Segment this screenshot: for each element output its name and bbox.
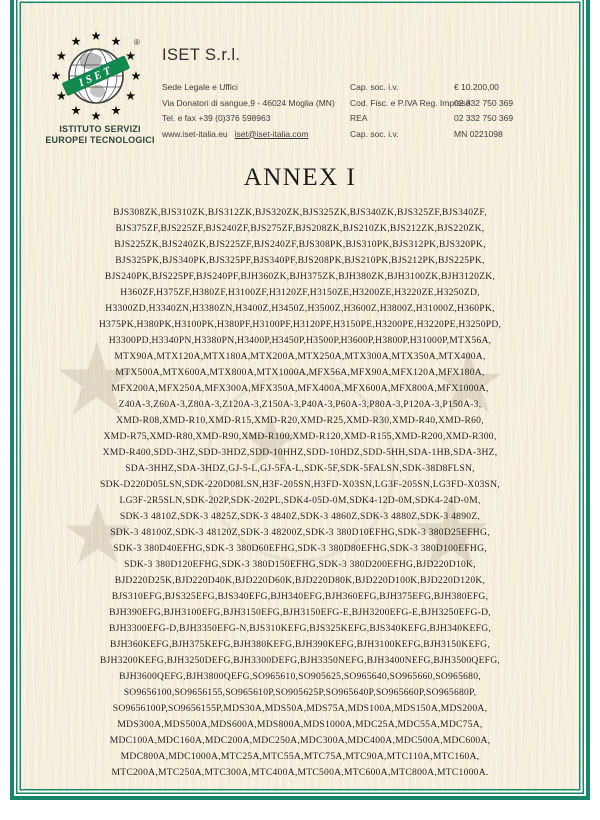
- registry-label: Cod. Fisc. e P.IVA Reg. Imprese: [350, 97, 471, 108]
- iset-globe-logo-icon: [46, 28, 146, 128]
- email-link[interactable]: iset@iset-italia.com: [234, 128, 309, 139]
- product-code-line: MDC100A,MDC160A,MDC200A,MDC250A,MDC300A,MDC400A,MDC500A,MDC600A,: [109, 735, 491, 746]
- registry-label: Cap. soc. i.v.: [350, 128, 399, 139]
- registry-block: [350, 80, 513, 142]
- registry-row: [350, 96, 513, 112]
- product-code-line: LG3F-2R5SLN,SDK-202P,SDK-202PL,SDK4-05D-0M,SDK4-12D-0M,SDK4-24D-0M,: [119, 495, 481, 506]
- product-code-line: BJH360KEFG,BJH375KEFG,BJH380KEFG,BJH390KEFG,BJH3100KEFG,BJH3150KEFG,: [109, 639, 490, 650]
- contact-web-line: [162, 127, 335, 143]
- product-code-line: BJS325PK,BJS340PK,BJS325PF,BJS340PF,BJS208PK,BJS210PK,BJS212PK,BJS225PK,: [115, 255, 485, 266]
- star-watermark-icon: ★: [60, 487, 136, 581]
- product-code-line: BJS225ZK,BJS240ZK,BJS225ZF,BJS240ZF,BJS308PK,BJS310PK,BJS312PK,BJS320PK,: [114, 239, 486, 250]
- product-code-line: MDC800A,MDC1000A,MTC25A,MTC55A,MTC75A,MTC90A,MTC110A,MTC160A,: [120, 751, 480, 762]
- product-code-line: BJH3200KEFG,BJH3250DEFG,BJH3300DEFG,BJH3350NEFG,BJH3400NEFG,BJH3500QEFG,: [99, 655, 501, 666]
- logo-ribbon-text: ISET: [77, 63, 116, 90]
- registry-row: [350, 111, 513, 127]
- product-code-line: SDK-D220D05LSN,SDK-220D08LSN,H3F-205SN,H3FD-X03SN,LG3F-205SN,LG3FD-X03SN,: [100, 479, 500, 490]
- registry-row: [350, 80, 513, 96]
- product-code-line: BJH3600QEFG,BJH3800QEFG,SO965610,SO905625,SO965640,SO965660,SO965680,: [119, 671, 481, 682]
- star-watermark-icon: ★: [52, 324, 142, 436]
- product-code-list: [0, 205, 600, 781]
- registry-value: € 10.200,00: [454, 82, 499, 92]
- product-code-line: BJS310EFG,BJS325EFG,BJS340EFG,BJH340EFG,BJH360EFG,BJH375EFG,BJH380EFG,: [111, 591, 489, 602]
- registry-row: [350, 127, 513, 143]
- product-code-line: BJS240PK,BJS225PF,BJS240PF,BJH360ZK,BJH375ZK,BJH380ZK,BJH3100ZK,BJH3120ZK,: [104, 271, 496, 282]
- product-code-line: MFX200A,MFX250A,MFX300A,MFX350A,MFX400A,MFX600A,MFX800A,MFX1000A,: [111, 383, 489, 394]
- product-code-line: XMD-R08,XMD-R10,XMD-R15,XMD-R20,XMD-R25,XMD-R30,XMD-R40,XMD-R60,: [116, 415, 484, 426]
- product-code-line: SDK-3 48100Z,SDK-3 48120Z,SDK-3 48200Z,SDK-3 380D10EFHG,SDK-3 380D25EFHG,: [110, 527, 490, 538]
- product-code-line: MTX90A,MTX120A,MTX180A,MTX200A,MTX250A,MTX300A,MTX350A,MTX400A,: [114, 351, 486, 362]
- website-text: www.iset-italia.eu: [162, 128, 228, 139]
- product-code-line: H375PK,H380PK,H3100PK,H380PF,H3100PF,H3120PF,H3150PE,H3200PE,H3220PE,H3250PD,: [98, 319, 502, 330]
- product-code-line: BJH3300EFG-D,BJH3350EFG-N,BJS310KEFG,BJS325KEFG,BJS340KEFG,BJH340KEFG,: [108, 623, 492, 634]
- registry-value: 02 332 750 369: [454, 113, 514, 123]
- contact-block: [162, 80, 335, 142]
- product-code-line: MTC200A,MTC250A,MTC300A,MTC400A,MTC500A,MTC600A,MTC800A,MTC1000A.: [111, 767, 489, 778]
- product-code-line: SDK-3 4810Z,SDK-3 4825Z,SDK-3 4840Z,SDK-3 4860Z,SDK-3 4880Z,SDK-3 4890Z,: [119, 511, 481, 522]
- product-code-line: H3300PD,H3340PN,H3380PN,H3400P,H3450P,H3500P,H3600P,H3800P,H31000P,MTX56A,: [108, 335, 492, 346]
- product-code-line: H360ZF,H375ZF,H380ZF,H3100ZF,H3120ZF,H3150ZE,H3200ZE,H3220ZE,H3250ZD,: [120, 287, 480, 298]
- logo-caption-line1: ISTITUTO SERVIZI: [59, 124, 141, 134]
- product-code-line: XMD-R400,SDD-3HZ,SDD-3HDZ,SDD-10HHZ,SDD-10HDZ,SDD-5HH,SDA-1HB,SDA-3HZ,: [102, 447, 498, 458]
- product-code-line: SDK-3 380D120EFHG,SDK-3 380D150EFHG,SDK-3 380D200EFHG,BJD220D10K,: [124, 559, 476, 570]
- product-code-line: SO9656100,SO9656155,SO965610P,SO905625P,SO965640P,SO965660P,SO965680P,: [123, 687, 477, 698]
- product-code-line: BJS308ZK,BJS310ZK,BJS312ZK,BJS320ZK,BJS325ZK,BJS340ZK,BJS325ZF,BJS340ZF,: [113, 207, 487, 218]
- registry-label: Cap. soc. i.v.: [350, 82, 399, 92]
- page-title: ANNEX I: [243, 164, 357, 191]
- product-code-line: BJS375ZF,BJS225ZF,BJS240ZF,BJS275ZF,BJS208ZK,BJS210ZK,BJS212ZK,BJS220ZK,: [115, 223, 485, 234]
- product-code-line: Z40A-3,Z60A-3,Z80A-3,Z120A-3,Z150A-3,P40A-3,P60A-3,P80A-3,P120A-3,P150A-3,: [118, 399, 482, 410]
- product-code-line: H3300ZD,H3340ZN,H3380ZN,H3400Z,H3450Z,H3500Z,H3600Z,H3800Z,H31000Z,H360PK,: [105, 303, 495, 314]
- contact-phone-line: Tel. e fax +39 (0)376 598963: [162, 113, 271, 123]
- registered-trademark-icon: ®: [134, 38, 140, 47]
- registry-label: REA: [350, 113, 368, 123]
- product-code-line: XMD-R75,XMD-R80,XMD-R90,XMD-R100,XMD-R120,XMD-R155,XMD-R200,XMD-R300,: [103, 431, 497, 442]
- star-watermark-icon: ★: [408, 480, 495, 587]
- product-code-line: MTX500A,MTX600A,MTX800A,MTX1000A,MFX56A,MFX90A,MFX120A,MFX180A,: [115, 367, 485, 378]
- product-code-line: BJD220D25K,BJD220D40K,BJD220D60K,BJD220D80K,BJD220D100K,BJD220D120K,: [114, 575, 486, 586]
- star-watermark-icon: ★: [238, 402, 303, 482]
- contact-office-line: Sede Legale e Uffici: [162, 82, 238, 92]
- logo-caption: [24, 124, 176, 145]
- registry-value: 02 332 750 369: [454, 97, 514, 108]
- product-code-line: SDK-3 380D40EFHG,SDK-3 380D60EFHG,SDK-3 380D80EFHG,SDK-3 380D100EFHG,: [113, 543, 487, 554]
- product-code-line: SDA-3HHZ,SDA-3HDZ,GJ-5-L,GJ-5FA-L,SDK-5F,SDK-5FALSN,SDK-38D8FLSN,: [125, 463, 475, 474]
- registry-value: MN 0221098: [454, 128, 503, 139]
- product-code-line: MDS300A,MDS500A,MDS600A,MDS800A,MDS1000A,MDC25A,MDC55A,MDC75A,: [117, 719, 483, 730]
- company-name: ISET S.r.l.: [162, 46, 241, 64]
- contact-address-line: Via Donatori di sangue,9 - 46024 Moglia (MN): [162, 97, 335, 108]
- product-code-line: SO9656100P,SO9656155P,MDS30A,MDS50A,MDS75A,MDS100A,MDS150A,MDS200A,: [112, 703, 488, 714]
- star-watermark-icon: ★: [430, 335, 508, 431]
- logo-caption-line2: EUROPEI TECNOLOGICI: [45, 134, 155, 145]
- product-code-line: BJH390EFG,BJH3100EFG,BJH3150EFG,BJH3150EFG-E,BJH3200EFG-E,BJH3250EFG-D,: [109, 607, 491, 618]
